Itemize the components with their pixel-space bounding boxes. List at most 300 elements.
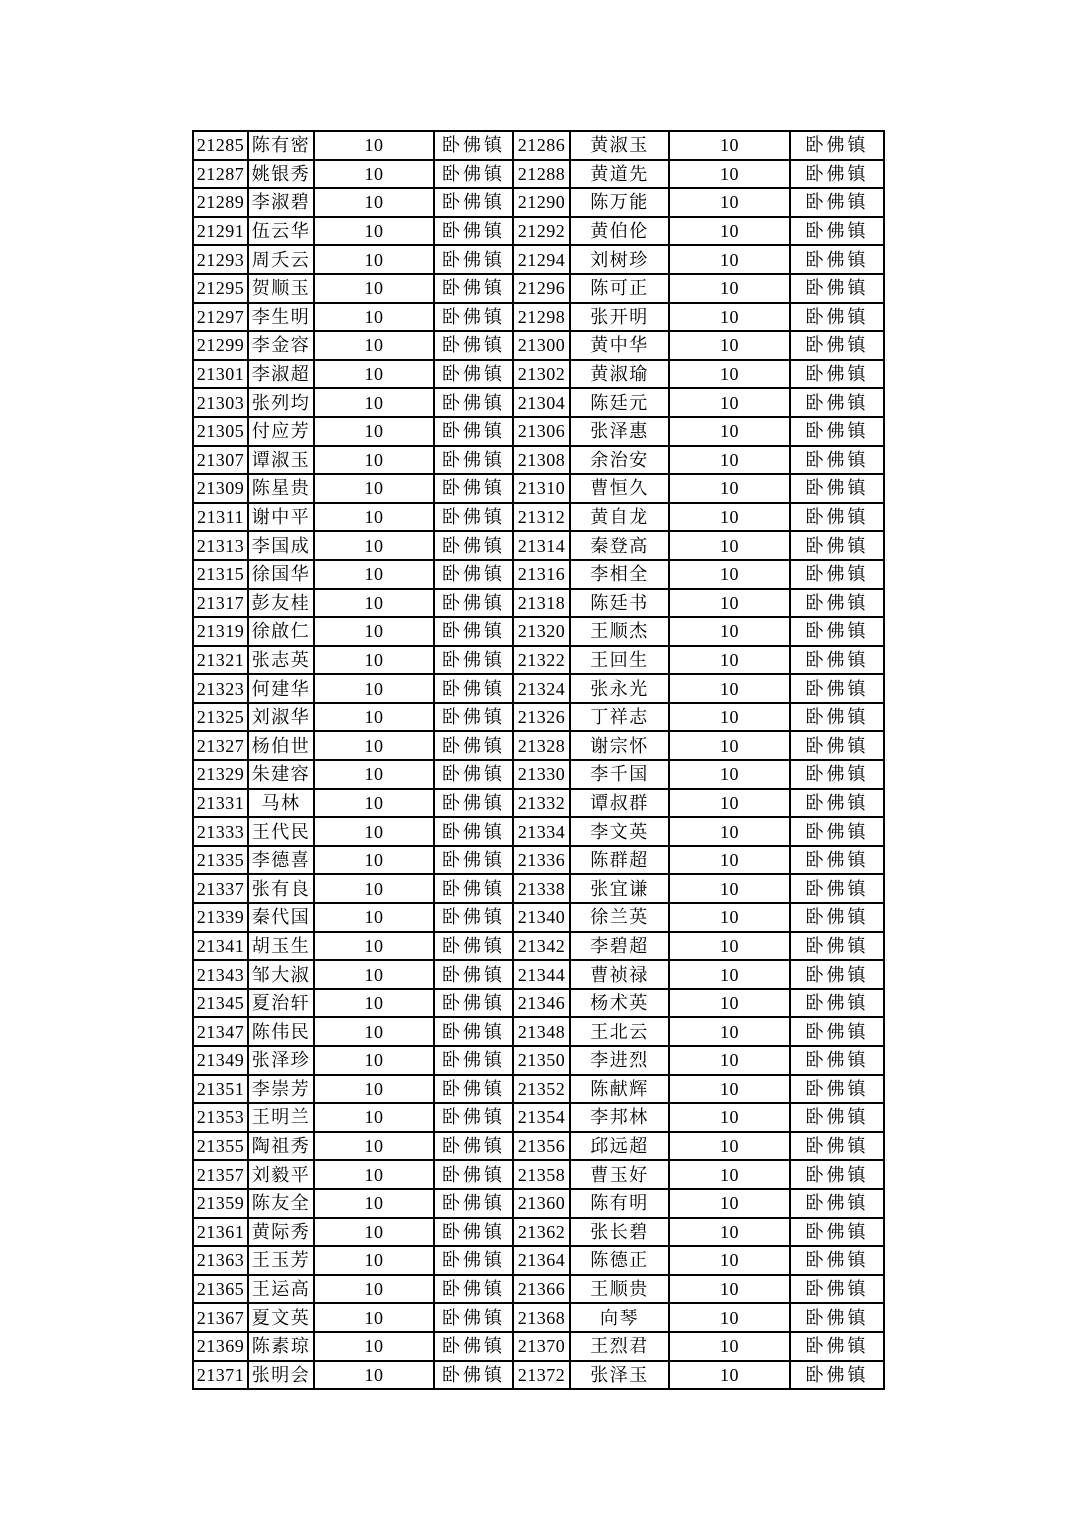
cell-amount: 10 (314, 388, 434, 417)
cell-id: 21355 (193, 1132, 248, 1161)
cell-town: 卧佛镇 (434, 388, 513, 417)
cell-id: 21308 (513, 446, 570, 475)
table-row (193, 360, 884, 389)
cell-name: 朱建容 (248, 760, 314, 789)
cell-amount: 10 (314, 1017, 434, 1046)
cell-amount: 10 (669, 674, 790, 703)
cell-town: 卧佛镇 (434, 1361, 513, 1390)
cell-town: 卧佛镇 (790, 674, 884, 703)
cell-id: 21339 (193, 903, 248, 932)
cell-name: 王顺杰 (570, 617, 669, 646)
cell-id: 21300 (513, 331, 570, 360)
cell-amount: 10 (669, 903, 790, 932)
cell-name: 陈有明 (570, 1189, 669, 1218)
cell-town: 卧佛镇 (434, 874, 513, 903)
table-row (193, 160, 884, 189)
cell-amount: 10 (669, 1246, 790, 1275)
cell-id: 21327 (193, 731, 248, 760)
cell-town: 卧佛镇 (434, 360, 513, 389)
cell-name: 周夭云 (248, 245, 314, 274)
cell-name: 李崇芳 (248, 1075, 314, 1104)
table-row (193, 245, 884, 274)
cell-name: 张列均 (248, 388, 314, 417)
cell-town: 卧佛镇 (790, 874, 884, 903)
cell-id: 21363 (193, 1246, 248, 1275)
cell-name: 李生明 (248, 303, 314, 332)
cell-name: 夏治轩 (248, 989, 314, 1018)
cell-name: 黄道先 (570, 160, 669, 189)
cell-id: 21345 (193, 989, 248, 1018)
table-row (193, 932, 884, 961)
table-row (193, 388, 884, 417)
cell-id: 21315 (193, 560, 248, 589)
cell-town: 卧佛镇 (790, 1046, 884, 1075)
cell-id: 21354 (513, 1103, 570, 1132)
cell-name: 李文英 (570, 817, 669, 846)
cell-id: 21311 (193, 503, 248, 532)
cell-id: 21294 (513, 245, 570, 274)
cell-id: 21332 (513, 789, 570, 818)
cell-amount: 10 (669, 817, 790, 846)
cell-town: 卧佛镇 (434, 274, 513, 303)
table-row (193, 760, 884, 789)
cell-town: 卧佛镇 (434, 560, 513, 589)
cell-name: 李国成 (248, 531, 314, 560)
cell-amount: 10 (669, 989, 790, 1018)
table-row (193, 1189, 884, 1218)
cell-name: 丁祥志 (570, 703, 669, 732)
cell-amount: 10 (314, 703, 434, 732)
cell-id: 21346 (513, 989, 570, 1018)
table-row (193, 646, 884, 675)
cell-id: 21323 (193, 674, 248, 703)
cell-amount: 10 (669, 1303, 790, 1332)
table-row (193, 1075, 884, 1104)
cell-id: 21321 (193, 646, 248, 675)
table-row (193, 589, 884, 618)
cell-amount: 10 (314, 331, 434, 360)
cell-id: 21333 (193, 817, 248, 846)
table-row (193, 731, 884, 760)
cell-id: 21314 (513, 531, 570, 560)
cell-amount: 10 (669, 1332, 790, 1361)
cell-amount: 10 (669, 474, 790, 503)
cell-name: 王顺贵 (570, 1275, 669, 1304)
cell-amount: 10 (314, 1132, 434, 1161)
cell-id: 21359 (193, 1189, 248, 1218)
cell-amount: 10 (669, 1218, 790, 1247)
table-body (193, 131, 884, 1389)
cell-town: 卧佛镇 (790, 1361, 884, 1390)
cell-town: 卧佛镇 (434, 131, 513, 160)
cell-amount: 10 (669, 874, 790, 903)
cell-name: 黄中华 (570, 331, 669, 360)
cell-town: 卧佛镇 (790, 446, 884, 475)
cell-town: 卧佛镇 (790, 646, 884, 675)
cell-id: 21286 (513, 131, 570, 160)
cell-town: 卧佛镇 (434, 789, 513, 818)
cell-amount: 10 (669, 503, 790, 532)
cell-amount: 10 (669, 1160, 790, 1189)
cell-id: 21365 (193, 1275, 248, 1304)
cell-town: 卧佛镇 (790, 817, 884, 846)
cell-amount: 10 (314, 217, 434, 246)
cell-amount: 10 (669, 932, 790, 961)
cell-id: 21317 (193, 589, 248, 618)
cell-town: 卧佛镇 (790, 1218, 884, 1247)
cell-name: 杨伯世 (248, 731, 314, 760)
cell-town: 卧佛镇 (790, 360, 884, 389)
cell-town: 卧佛镇 (434, 417, 513, 446)
cell-name: 刘树珍 (570, 245, 669, 274)
cell-id: 21297 (193, 303, 248, 332)
cell-town: 卧佛镇 (434, 703, 513, 732)
table-row (193, 417, 884, 446)
cell-name: 陈廷书 (570, 589, 669, 618)
cell-amount: 10 (669, 846, 790, 875)
cell-town: 卧佛镇 (790, 989, 884, 1018)
cell-town: 卧佛镇 (790, 303, 884, 332)
cell-id: 21343 (193, 960, 248, 989)
cell-id: 21349 (193, 1046, 248, 1075)
cell-id: 21370 (513, 1332, 570, 1361)
cell-town: 卧佛镇 (790, 245, 884, 274)
cell-town: 卧佛镇 (434, 903, 513, 932)
cell-id: 21310 (513, 474, 570, 503)
cell-name: 陈星贵 (248, 474, 314, 503)
cell-town: 卧佛镇 (434, 1303, 513, 1332)
cell-amount: 10 (669, 646, 790, 675)
cell-amount: 10 (314, 160, 434, 189)
cell-id: 21344 (513, 960, 570, 989)
table-row (193, 531, 884, 560)
cell-town: 卧佛镇 (790, 1103, 884, 1132)
cell-town: 卧佛镇 (434, 331, 513, 360)
cell-amount: 10 (314, 989, 434, 1018)
cell-id: 21307 (193, 446, 248, 475)
table-row (193, 874, 884, 903)
cell-id: 21351 (193, 1075, 248, 1104)
cell-amount: 10 (314, 1361, 434, 1390)
cell-id: 21330 (513, 760, 570, 789)
cell-amount: 10 (669, 217, 790, 246)
cell-id: 21362 (513, 1218, 570, 1247)
cell-name: 陈有密 (248, 131, 314, 160)
cell-amount: 10 (669, 731, 790, 760)
table-row (193, 1046, 884, 1075)
table-row (193, 560, 884, 589)
cell-name: 曹恒久 (570, 474, 669, 503)
cell-town: 卧佛镇 (790, 188, 884, 217)
cell-amount: 10 (669, 960, 790, 989)
cell-town: 卧佛镇 (434, 960, 513, 989)
cell-amount: 10 (314, 1332, 434, 1361)
cell-name: 陈献辉 (570, 1075, 669, 1104)
table-row (193, 1160, 884, 1189)
cell-name: 向琴 (570, 1303, 669, 1332)
table-row (193, 1246, 884, 1275)
cell-name: 杨术英 (570, 989, 669, 1018)
cell-town: 卧佛镇 (790, 846, 884, 875)
cell-town: 卧佛镇 (434, 1160, 513, 1189)
cell-town: 卧佛镇 (790, 503, 884, 532)
cell-town: 卧佛镇 (434, 646, 513, 675)
cell-id: 21348 (513, 1017, 570, 1046)
cell-amount: 10 (314, 874, 434, 903)
cell-id: 21350 (513, 1046, 570, 1075)
cell-name: 陈素琼 (248, 1332, 314, 1361)
cell-town: 卧佛镇 (434, 1017, 513, 1046)
cell-id: 21361 (193, 1218, 248, 1247)
cell-name: 陈廷元 (570, 388, 669, 417)
cell-amount: 10 (314, 1075, 434, 1104)
cell-town: 卧佛镇 (790, 1075, 884, 1104)
cell-town: 卧佛镇 (790, 417, 884, 446)
cell-name: 黄际秀 (248, 1218, 314, 1247)
cell-id: 21347 (193, 1017, 248, 1046)
table-row (193, 474, 884, 503)
cell-id: 21305 (193, 417, 248, 446)
cell-id: 21369 (193, 1332, 248, 1361)
cell-name: 马林 (248, 789, 314, 818)
cell-town: 卧佛镇 (790, 474, 884, 503)
cell-amount: 10 (314, 1103, 434, 1132)
cell-name: 何建华 (248, 674, 314, 703)
cell-id: 21299 (193, 331, 248, 360)
cell-name: 黄淑瑜 (570, 360, 669, 389)
cell-id: 21301 (193, 360, 248, 389)
cell-amount: 10 (314, 846, 434, 875)
table-row (193, 331, 884, 360)
table-row (193, 1132, 884, 1161)
cell-name: 张永光 (570, 674, 669, 703)
cell-id: 21337 (193, 874, 248, 903)
roster-table (192, 130, 885, 1390)
cell-town: 卧佛镇 (790, 1303, 884, 1332)
cell-amount: 10 (669, 531, 790, 560)
cell-id: 21340 (513, 903, 570, 932)
cell-amount: 10 (314, 446, 434, 475)
cell-town: 卧佛镇 (434, 989, 513, 1018)
cell-amount: 10 (314, 474, 434, 503)
cell-id: 21298 (513, 303, 570, 332)
cell-town: 卧佛镇 (790, 331, 884, 360)
cell-name: 陈可正 (570, 274, 669, 303)
cell-town: 卧佛镇 (790, 560, 884, 589)
cell-name: 张泽惠 (570, 417, 669, 446)
cell-name: 曹祯禄 (570, 960, 669, 989)
cell-amount: 10 (669, 331, 790, 360)
table-row (193, 1017, 884, 1046)
cell-town: 卧佛镇 (434, 1103, 513, 1132)
cell-name: 谭淑玉 (248, 446, 314, 475)
cell-amount: 10 (314, 617, 434, 646)
cell-amount: 10 (669, 1017, 790, 1046)
cell-town: 卧佛镇 (434, 245, 513, 274)
cell-name: 王玉芳 (248, 1246, 314, 1275)
cell-amount: 10 (669, 1075, 790, 1104)
cell-name: 邹大淑 (248, 960, 314, 989)
cell-amount: 10 (669, 303, 790, 332)
table-row (193, 274, 884, 303)
cell-town: 卧佛镇 (434, 1332, 513, 1361)
cell-name: 付应芳 (248, 417, 314, 446)
cell-id: 21367 (193, 1303, 248, 1332)
cell-town: 卧佛镇 (434, 932, 513, 961)
cell-name: 王明兰 (248, 1103, 314, 1132)
table-row (193, 1103, 884, 1132)
cell-name: 陶祖秀 (248, 1132, 314, 1161)
cell-amount: 10 (669, 789, 790, 818)
table-row (193, 789, 884, 818)
cell-amount: 10 (314, 674, 434, 703)
cell-name: 刘毅平 (248, 1160, 314, 1189)
cell-amount: 10 (314, 1046, 434, 1075)
cell-id: 21372 (513, 1361, 570, 1390)
cell-id: 21324 (513, 674, 570, 703)
cell-name: 陈伟民 (248, 1017, 314, 1046)
cell-name: 陈友全 (248, 1189, 314, 1218)
cell-id: 21336 (513, 846, 570, 875)
cell-name: 陈群超 (570, 846, 669, 875)
cell-amount: 10 (314, 1218, 434, 1247)
table-row (193, 1303, 884, 1332)
cell-id: 21366 (513, 1275, 570, 1304)
cell-amount: 10 (669, 417, 790, 446)
cell-name: 刘淑华 (248, 703, 314, 732)
cell-name: 王北云 (570, 1017, 669, 1046)
cell-id: 21291 (193, 217, 248, 246)
cell-amount: 10 (669, 1361, 790, 1390)
cell-id: 21304 (513, 388, 570, 417)
cell-id: 21358 (513, 1160, 570, 1189)
cell-id: 21364 (513, 1246, 570, 1275)
cell-name: 姚银秀 (248, 160, 314, 189)
cell-town: 卧佛镇 (434, 474, 513, 503)
cell-town: 卧佛镇 (434, 1246, 513, 1275)
cell-amount: 10 (314, 1275, 434, 1304)
table-row (193, 131, 884, 160)
cell-name: 李千国 (570, 760, 669, 789)
cell-town: 卧佛镇 (434, 1132, 513, 1161)
cell-id: 21371 (193, 1361, 248, 1390)
table-row (193, 188, 884, 217)
cell-amount: 10 (669, 245, 790, 274)
cell-name: 李金容 (248, 331, 314, 360)
cell-town: 卧佛镇 (790, 531, 884, 560)
cell-town: 卧佛镇 (790, 1132, 884, 1161)
cell-amount: 10 (314, 245, 434, 274)
cell-amount: 10 (314, 960, 434, 989)
cell-town: 卧佛镇 (790, 1246, 884, 1275)
cell-id: 21287 (193, 160, 248, 189)
table-row (193, 617, 884, 646)
cell-amount: 10 (669, 1189, 790, 1218)
cell-amount: 10 (669, 1275, 790, 1304)
cell-name: 李邦林 (570, 1103, 669, 1132)
cell-town: 卧佛镇 (434, 446, 513, 475)
cell-id: 21325 (193, 703, 248, 732)
cell-town: 卧佛镇 (434, 1218, 513, 1247)
cell-amount: 10 (669, 1103, 790, 1132)
cell-id: 21329 (193, 760, 248, 789)
cell-amount: 10 (669, 131, 790, 160)
cell-amount: 10 (314, 760, 434, 789)
cell-id: 21326 (513, 703, 570, 732)
cell-town: 卧佛镇 (790, 760, 884, 789)
cell-name: 胡玉生 (248, 932, 314, 961)
cell-name: 张明会 (248, 1361, 314, 1390)
cell-town: 卧佛镇 (790, 589, 884, 618)
cell-id: 21341 (193, 932, 248, 961)
cell-amount: 10 (669, 560, 790, 589)
cell-town: 卧佛镇 (434, 303, 513, 332)
cell-name: 伍云华 (248, 217, 314, 246)
cell-name: 王回生 (570, 646, 669, 675)
cell-amount: 10 (314, 360, 434, 389)
cell-name: 谭叔群 (570, 789, 669, 818)
cell-name: 王运高 (248, 1275, 314, 1304)
cell-amount: 10 (669, 446, 790, 475)
table-row (193, 217, 884, 246)
cell-name: 李相全 (570, 560, 669, 589)
cell-amount: 10 (314, 131, 434, 160)
cell-id: 21322 (513, 646, 570, 675)
cell-amount: 10 (669, 274, 790, 303)
table-row (193, 817, 884, 846)
cell-town: 卧佛镇 (434, 160, 513, 189)
cell-town: 卧佛镇 (790, 789, 884, 818)
cell-amount: 10 (314, 503, 434, 532)
cell-town: 卧佛镇 (434, 1189, 513, 1218)
table-row (193, 674, 884, 703)
cell-amount: 10 (314, 417, 434, 446)
cell-amount: 10 (669, 617, 790, 646)
cell-amount: 10 (314, 731, 434, 760)
cell-name: 秦代国 (248, 903, 314, 932)
cell-town: 卧佛镇 (434, 817, 513, 846)
cell-town: 卧佛镇 (790, 617, 884, 646)
cell-name: 张长碧 (570, 1218, 669, 1247)
cell-town: 卧佛镇 (434, 674, 513, 703)
cell-town: 卧佛镇 (434, 1046, 513, 1075)
cell-id: 21293 (193, 245, 248, 274)
table-row (193, 846, 884, 875)
cell-name: 黄自龙 (570, 503, 669, 532)
cell-name: 陈德正 (570, 1246, 669, 1275)
cell-amount: 10 (669, 160, 790, 189)
cell-id: 21296 (513, 274, 570, 303)
cell-town: 卧佛镇 (434, 531, 513, 560)
cell-town: 卧佛镇 (434, 1075, 513, 1104)
cell-id: 21309 (193, 474, 248, 503)
cell-id: 21312 (513, 503, 570, 532)
cell-town: 卧佛镇 (790, 903, 884, 932)
cell-id: 21303 (193, 388, 248, 417)
cell-town: 卧佛镇 (790, 1275, 884, 1304)
cell-id: 21295 (193, 274, 248, 303)
cell-id: 21292 (513, 217, 570, 246)
cell-town: 卧佛镇 (434, 589, 513, 618)
cell-name: 夏文英 (248, 1303, 314, 1332)
cell-amount: 10 (314, 531, 434, 560)
cell-amount: 10 (314, 303, 434, 332)
cell-amount: 10 (669, 388, 790, 417)
table-row (193, 1361, 884, 1390)
cell-name: 张泽珍 (248, 1046, 314, 1075)
cell-name: 陈万能 (570, 188, 669, 217)
cell-id: 21352 (513, 1075, 570, 1104)
